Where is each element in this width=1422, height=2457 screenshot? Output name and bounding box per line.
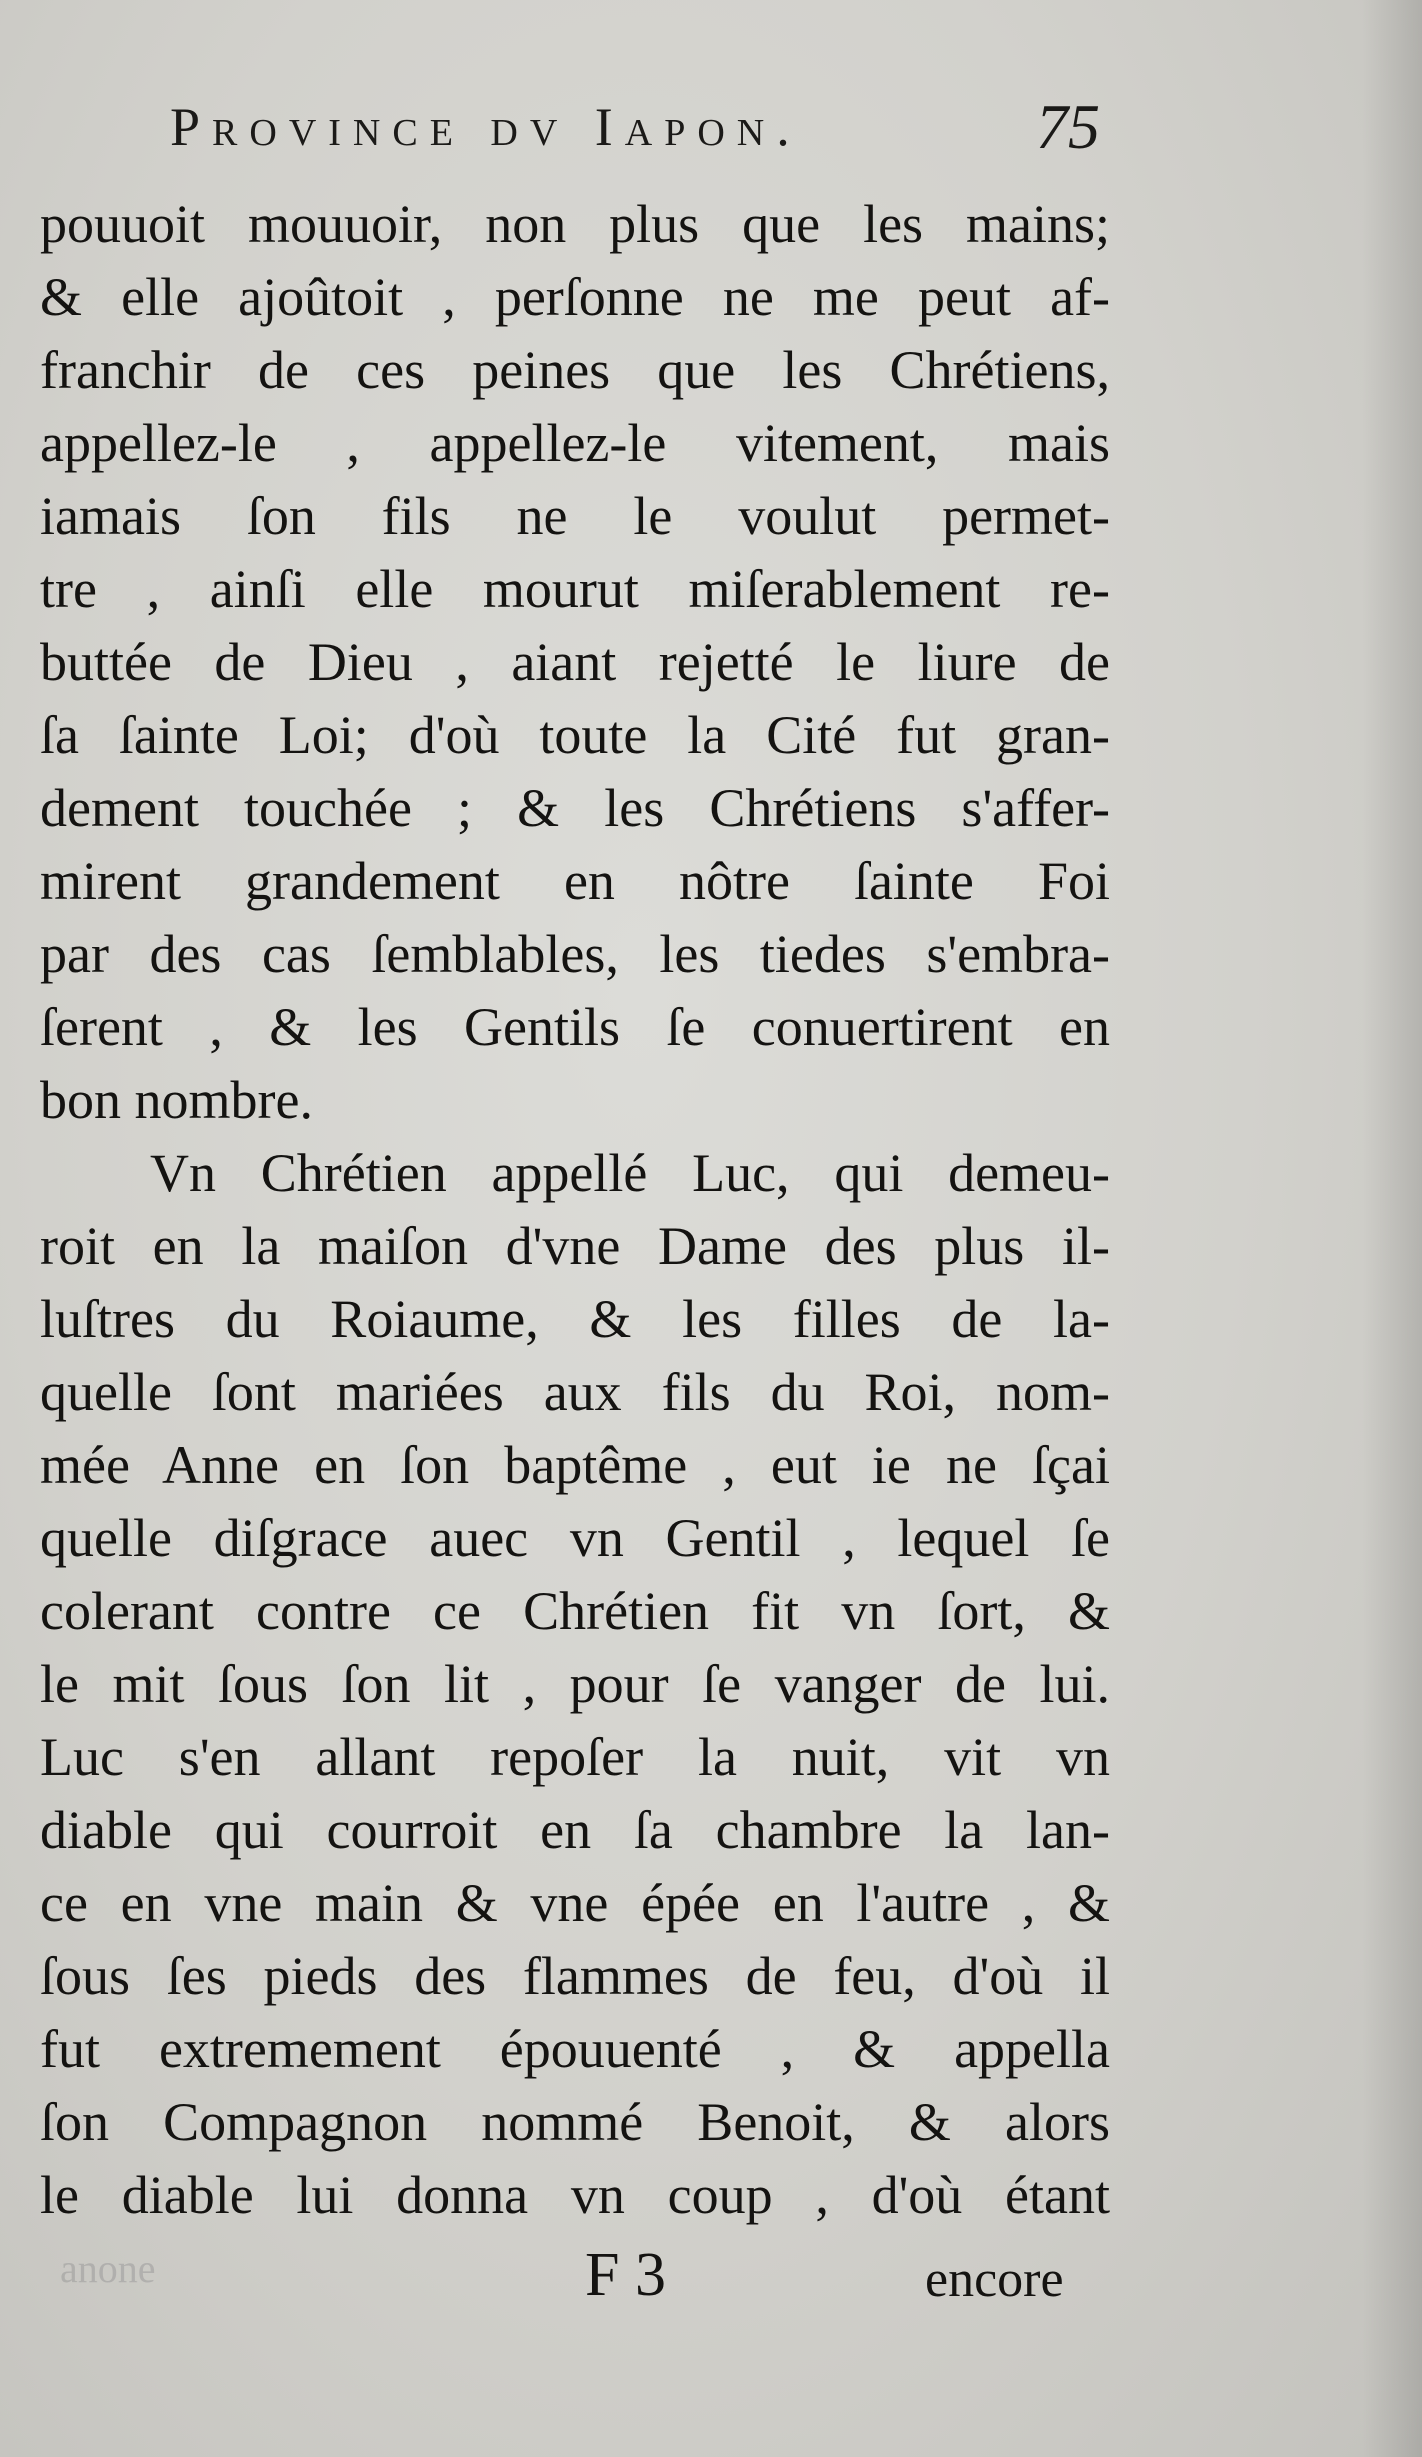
page-footer (0, 2240, 1422, 2330)
body-text (40, 188, 1110, 2232)
text-line: dement touchée ; & les Chrétiens s'affer- (40, 778, 1110, 838)
paragraph-end-line: bon nombre. (40, 1070, 313, 1130)
text-line: tre , ainſi elle mourut miſerablement re- (40, 559, 1110, 619)
text-line: diable qui courroit en ſa chambre la lan- (40, 1800, 1110, 1860)
show-through-text: anone (60, 2246, 156, 2291)
page-edge-shadow (1362, 0, 1422, 2457)
text-line: ſa ſainte Loi; d'où toute la Cité fut gran- (40, 705, 1110, 765)
text-line: par des cas ſemblables, les tiedes s'embra- (40, 924, 1110, 984)
signature-mark: F 3 (585, 2241, 666, 2309)
text-line: roit en la maiſon d'vne Dame des plus il- (40, 1216, 1110, 1276)
text-line: ſon Compagnon nommé Benoit, & alors (40, 2092, 1110, 2152)
running-head (170, 91, 1100, 186)
text-line: buttée de Dieu , aiant rejetté le liure de (40, 632, 1110, 692)
text-line: le diable lui donna vn coup , d'où étant (40, 2165, 1110, 2225)
paragraph-first-line: Vn Chrétien appellé Luc, qui demeu- (150, 1143, 1110, 1203)
text-line: mirent grandement en nôtre ſainte Foi (40, 851, 1110, 911)
text-line: fut extremement épouuenté , & appella (40, 2019, 1110, 2079)
text-line: franchir de ces peines que les Chrétiens, (40, 340, 1110, 400)
page-number: 75 (1036, 91, 1100, 162)
text-line: quelle diſgrace auec vn Gentil , lequel ſe (40, 1508, 1110, 1568)
text-line: luſtres du Roiaume, & les filles de la- (40, 1289, 1110, 1349)
text-line: ſerent , & les Gentils ſe conuertirent en (40, 997, 1110, 1057)
catchword: encore (925, 2251, 1064, 2308)
text-line: colerant contre ce Chrétien fit vn ſort, & (40, 1581, 1110, 1641)
text-line: ſous ſes pieds des flammes de feu, d'où il (40, 1946, 1110, 2006)
text-line: ce en vne main & vne épée en l'autre , & (40, 1873, 1110, 1933)
running-title: Province dv Iapon. (170, 97, 802, 157)
text-line: mée Anne en ſon baptême , eut ie ne ſçai (40, 1435, 1110, 1495)
text-line: & elle ajoûtoit , perſonne ne me peut af- (40, 267, 1110, 327)
text-line: iamais ſon fils ne le voulut permet- (40, 486, 1110, 546)
text-line: quelle ſont mariées aux fils du Roi, nom- (40, 1362, 1110, 1422)
text-line: appellez-le , appellez-le vitement, mais (40, 413, 1110, 473)
text-line: Luc s'en allant repoſer la nuit, vit vn (40, 1727, 1110, 1787)
text-line: pouuoit mouuoir, non plus que les mains; (40, 194, 1110, 254)
text-line: le mit ſous ſon lit , pour ſe vanger de lui. (40, 1654, 1110, 1714)
